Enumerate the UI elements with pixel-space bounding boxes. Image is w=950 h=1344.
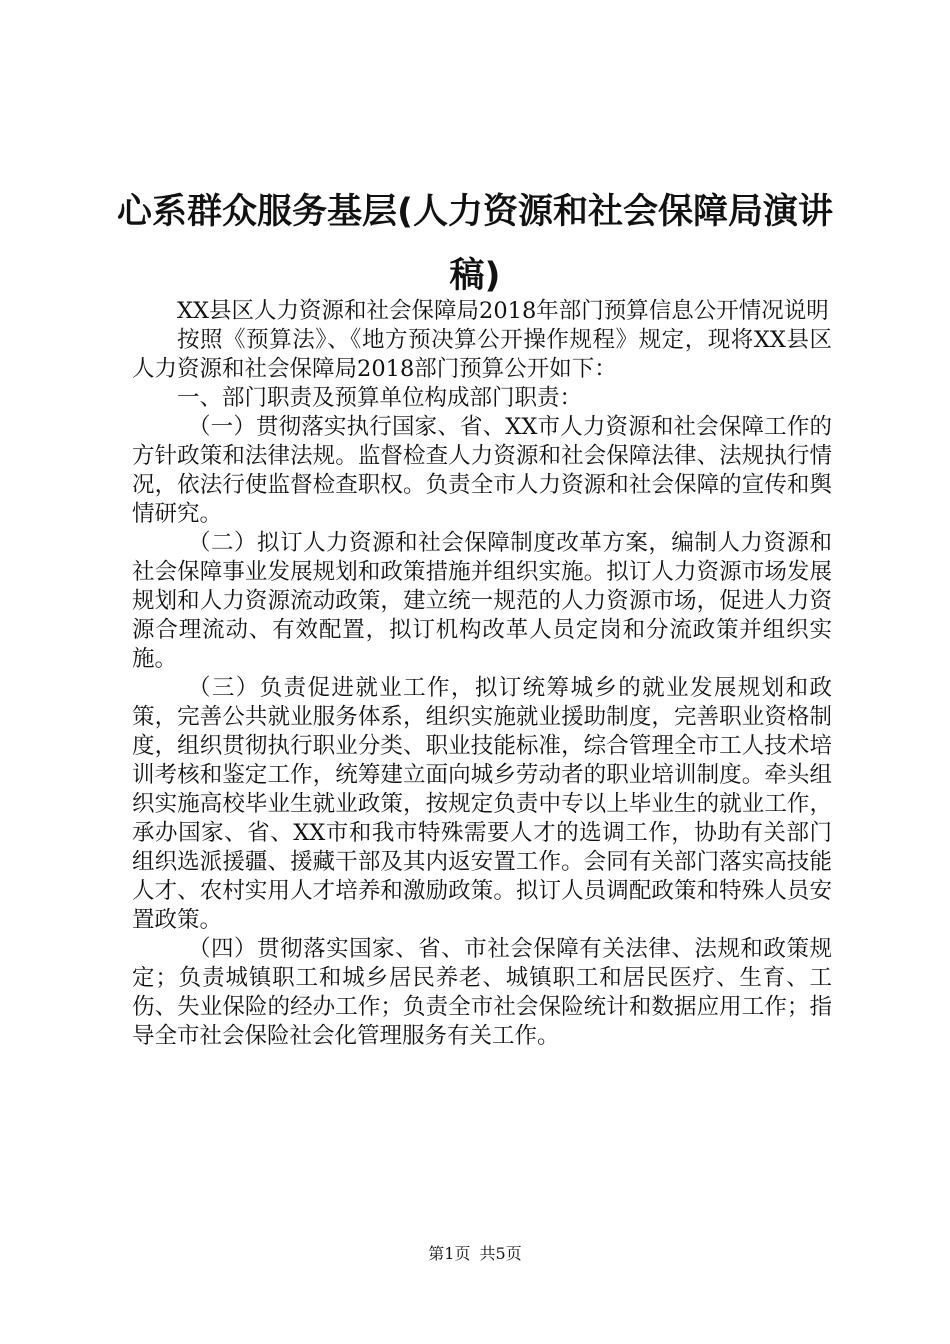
document-body bbox=[132, 297, 832, 1051]
page-total: 共5页 bbox=[479, 1244, 522, 1263]
paragraph-item-3: （三）负责促进就业工作，拟订统筹城乡的就业发展规划和政策，完善公共就业服务体系，组织实施就业援助制度，完善职业资格制度，组织贯彻执行职业分类、职业技能标准，综合管理全市工人技术培训考核和鉴定工作，统筹建立面向城乡劳动者的职业培训制度。牵头组织实施高校毕业生就业政策，按规定负责中专以上毕业生的就业工作，承办国家、省、XX市和我市特殊需要人才的选调工作，协助有关部门组织选派援疆、援藏干部及其内返安置工作。会同有关部门落实高技能人才、农村实用人才培养和激励政策。拟订人员调配政策和特殊人员安置政策。 bbox=[132, 675, 832, 933]
paragraph-section-one: 一、部门职责及预算单位构成部门职责： bbox=[177, 385, 583, 411]
page-footer bbox=[0, 1243, 950, 1265]
paragraph-heading: XX县区人力资源和社会保障局2018年部门预算信息公开情况说明 bbox=[177, 298, 829, 324]
paragraph-item-4: （四）贯彻落实国家、省、市社会保障有关法律、法规和政策规定；负责城镇职工和城乡居民养老、城镇职工和居民医疗、生育、工伤、失业保险的经办工作；负责全市社会保险统计和数据应用工作；指导全市社会保险社会化管理服务有关工作。 bbox=[132, 936, 832, 1049]
paragraph-intro: 按照《预算法》、《地方预决算公开操作规程》规定，现将XX县区人力资源和社会保障局2018部门预算公开如下： bbox=[132, 327, 832, 382]
page-number: 第1页 bbox=[428, 1244, 471, 1263]
paragraph-item-2: （二）拟订人力资源和社会保障制度改革方案，编制人力资源和社会保障事业发展规划和政策措施并组织实施。拟订人力资源市场发展规划和人力资源流动政策，建立统一规范的人力资源市场，促进人力资源合理流动、有效配置，拟订机构改革人员定岗和分流政策并组织实施。 bbox=[132, 530, 832, 672]
paragraph-item-1: （一）贯彻落实执行国家、省、XX市人力资源和社会保障工作的方针政策和法律法规。监督检查人力资源和社会保障法律、法规执行情况，依法行使监督检查职权。负责全市人力资源和社会保障的宣传和舆情研究。 bbox=[132, 414, 832, 527]
document-title: 心系群众服务基层(人力资源和社会保障局演讲稿) bbox=[117, 192, 833, 296]
